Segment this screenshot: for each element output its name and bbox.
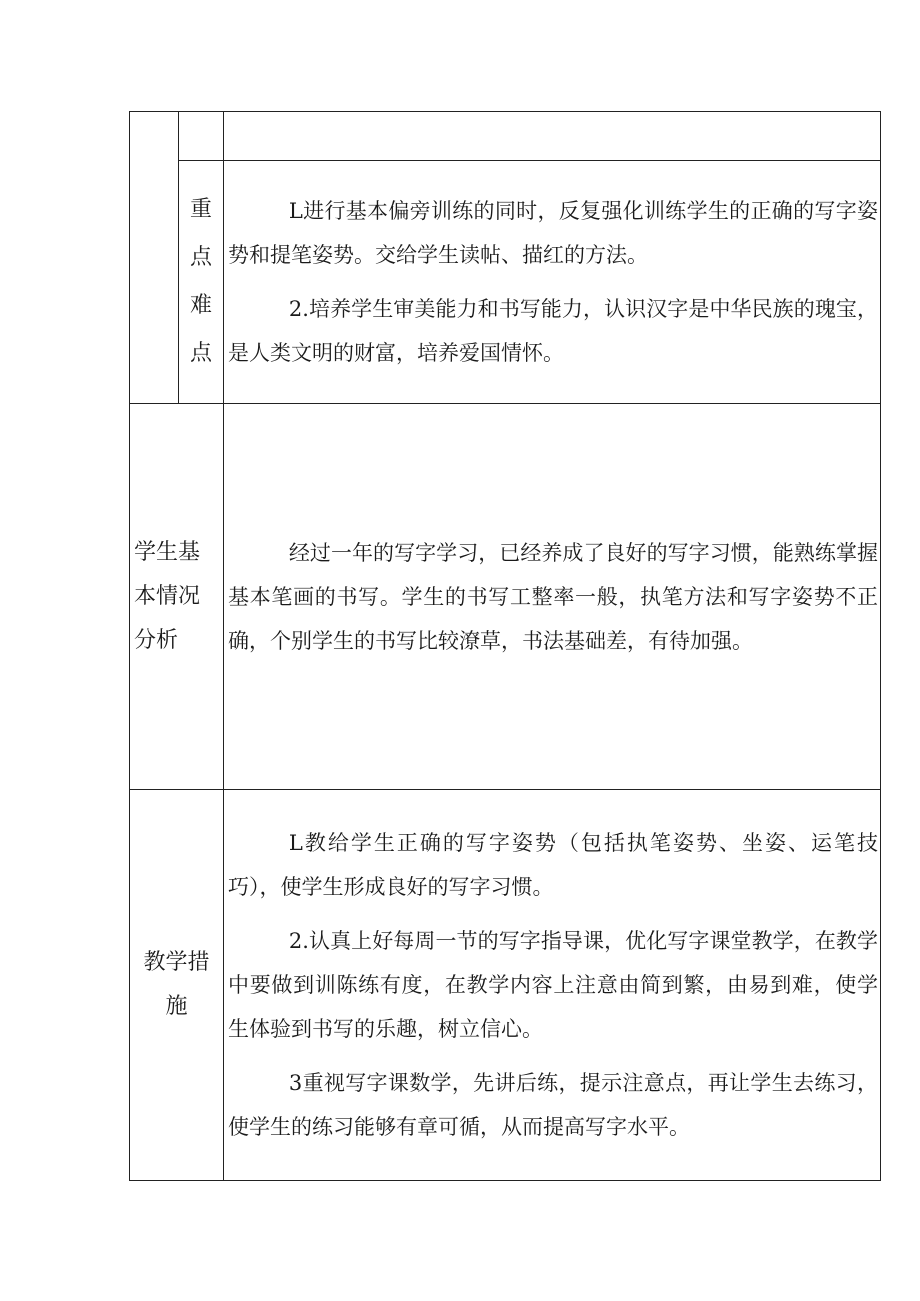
table-row: [130, 404, 881, 790]
focus-label-char: 重: [190, 197, 213, 222]
focus-label-cell: [179, 161, 224, 404]
student-analysis-label: 学生基本情况分析: [134, 539, 201, 653]
student-analysis-content: [224, 531, 880, 663]
table-row: [130, 112, 881, 161]
student-analysis-text: 经过一年的写字学习，已经养成了良好的写字习惯，能熟练掌握基本笔画的书写。学生的书写工整率一般，执笔方法和写字姿势不正确，个别学生的书写比较潦草，书法基础差，有待加强。: [228, 540, 878, 653]
measures-item: L教给学生正确的写字姿势（包括执笔姿势、坐姿、运笔技巧），使学生形成良好的写字习惯。: [228, 831, 878, 899]
teaching-plan-table: [129, 111, 881, 1181]
focus-label-char: 难: [190, 293, 213, 318]
focus-label-char: 点: [190, 245, 213, 270]
empty-sublabel-cell: [179, 112, 224, 161]
measures-item: 2.认真上好每周一节的写字指导课，优化写字课堂教学，在教学中要做到训陈练有度，在教学内容上注意由简到繁，由易到难，使学生体验到书写的乐趣，树立信心。: [228, 929, 878, 1041]
table-row: [130, 790, 881, 1181]
measures-label-cell: [130, 790, 224, 1181]
empty-label-cell: [130, 112, 179, 404]
measures-content: [224, 821, 880, 1149]
empty-content-cell: [224, 112, 881, 161]
measures-item: 3重视写字课数学，先讲后练，提示注意点，再让学生去练习，使学生的练习能够有章可循，从而提高写字水平。: [228, 1071, 878, 1139]
focus-content: [224, 189, 880, 375]
focus-label-char: 点: [190, 341, 213, 366]
measures-label: 教学措施: [143, 950, 210, 1019]
focus-item: L进行基本偏旁训练的同时，反复强化训练学生的正确的写字姿势和提笔姿势。交给学生读帖、描红的方法。: [228, 199, 878, 267]
focus-item: 2.培养学生审美能力和书写能力，认识汉字是中华民族的瑰宝，是人类文明的财富，培养爱国情怀。: [228, 297, 878, 365]
student-analysis-label-cell: [130, 404, 224, 790]
measures-content-cell: [224, 790, 881, 1181]
focus-label: [190, 186, 212, 378]
student-analysis-content-cell: [224, 404, 881, 790]
table-row: [130, 161, 881, 404]
focus-content-cell: [224, 161, 881, 404]
